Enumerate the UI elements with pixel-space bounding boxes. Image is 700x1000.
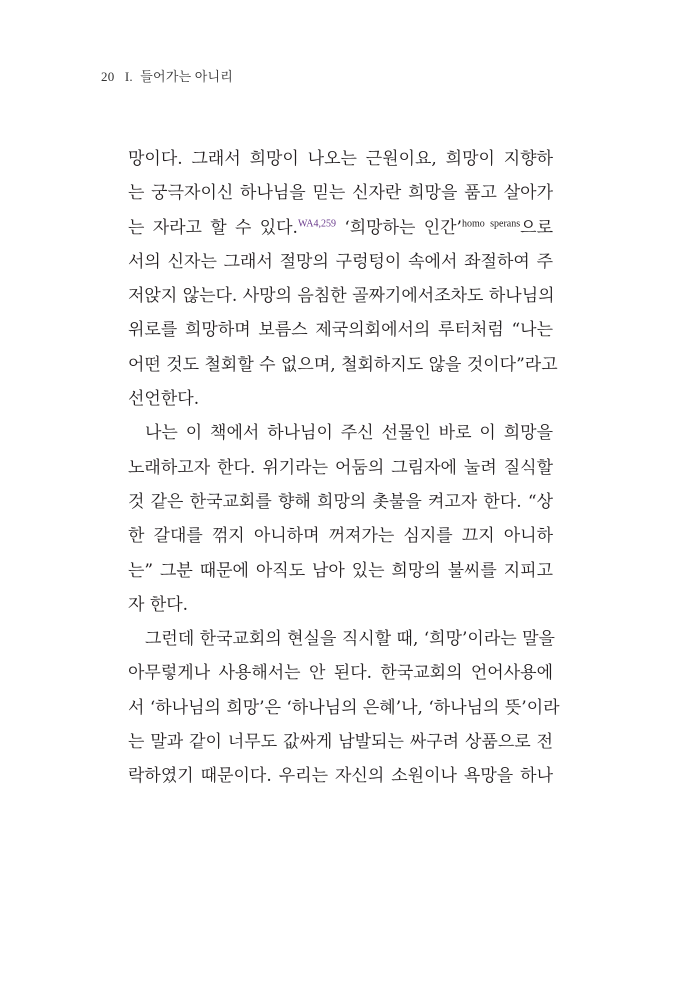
text-line: 저앉지 않는다. 사망의 음침한 골짜기에서조차도 하나님의 [128,286,555,307]
text-line: 는” 그분 때문에 아직도 남아 있는 희망의 불씨를 지피고 [128,560,553,581]
text-line: 락하였기 때문이다. 우리는 자신의 소원이나 욕망을 하나 [128,766,553,787]
text-line: 한 갈대를 꺾지 아니하며 꺼져가는 심지를 끄지 아니하 [128,526,553,547]
text-line: 자 한다. [128,594,189,615]
text-line: 아무렇게나 사용해서는 안 된다. 한국교회의 언어사용에 [128,663,553,684]
citation-reference: WA4,259 [297,217,337,229]
text-line: 서 ‘하나님의 희망’은 ‘하나님의 은혜’나, ‘하나님의 뜻’이라 [128,697,560,718]
text-line: 망이다. 그래서 희망이 나오는 근원이요, 희망이 지향하 [128,149,553,169]
text-line: 는 궁극자이신 하나님을 믿는 신자란 희망을 품고 살아가 [128,183,553,204]
text-line [128,211,553,245]
body-text [128,142,560,794]
text-segment: 으로 [520,217,553,238]
text-line: 는 말과 같이 너무도 값싸게 남발되는 싸구려 상품으로 전 [128,732,553,753]
page-number: 20 [101,69,115,84]
text-line: 위로를 희망하며 보름스 제국의회에서의 루터처럼 “나는 [128,320,553,341]
text-line: 서의 신자는 그래서 절망의 구렁텅이 속에서 좌절하여 주 [128,251,553,272]
text-line: 어떤 것도 철회할 수 없으며, 철회하지도 않을 것이다”라고 [128,354,558,375]
section-number: I. [124,69,133,84]
paragraph-first-line: 나는 이 책에서 하나님이 주신 선물인 바로 이 희망을 [145,423,553,444]
text-line: 선언한다. [128,389,200,410]
text-segment: ‘희망하는 인간’ [336,217,462,238]
text-line: 노래하고자 한다. 위기라는 어둠의 그림자에 눌려 질식할 [128,457,553,478]
text-segment: 는 자라고 할 수 있다. [128,217,298,238]
running-head [101,66,233,85]
latin-term: homo sperans [461,217,521,229]
paragraph-first-line: 그런데 한국교회의 현실을 직시할 때, ‘희망’이라는 말을 [145,629,555,650]
text-line: 것 같은 한국교회를 향해 희망의 촛불을 켜고자 한다. “상 [128,491,553,512]
chapter-title: 들어가는 아니리 [140,69,234,84]
